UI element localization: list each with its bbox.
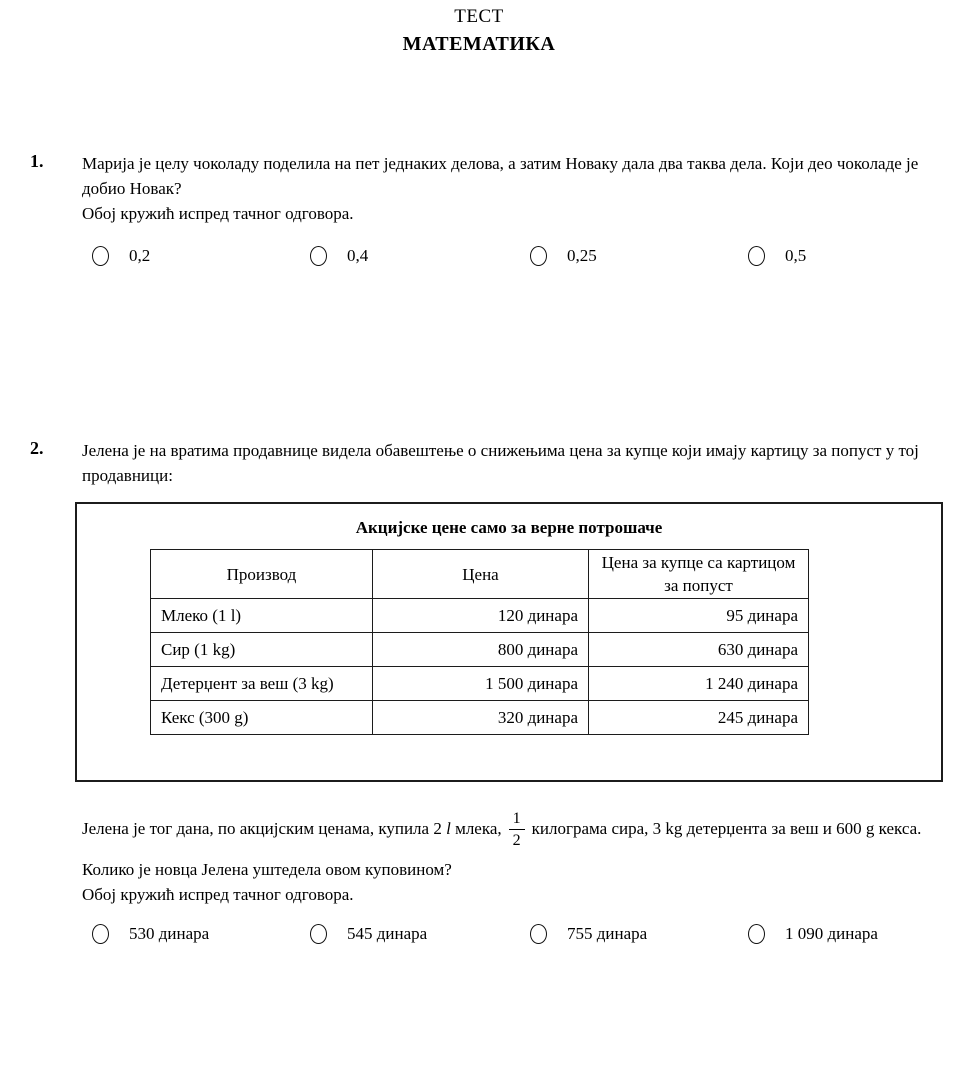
cell-price: 1 500 динара bbox=[373, 667, 589, 701]
purchase-text-part1: Јелена је тог дана, по акцијским ценама, купила 2 bbox=[82, 819, 447, 838]
table-row bbox=[151, 701, 809, 735]
radio-icon[interactable] bbox=[310, 246, 327, 266]
option-label: 0,25 bbox=[567, 246, 597, 265]
question-1-options bbox=[0, 246, 958, 272]
cell-price: 320 динара bbox=[373, 701, 589, 735]
cell-price: 800 динара bbox=[373, 633, 589, 667]
option-label: 0,5 bbox=[785, 246, 807, 265]
subject-title: МАТЕМАТИКА bbox=[402, 33, 556, 55]
purchase-sentence bbox=[82, 804, 942, 854]
answer-option[interactable] bbox=[748, 924, 878, 944]
answer-option[interactable] bbox=[530, 924, 647, 944]
question-2-subquestion-block bbox=[82, 857, 452, 907]
cell-discount-price: 245 динара bbox=[589, 701, 809, 735]
table-header-discount-price: Цена за купце са картицом за попуст bbox=[589, 550, 809, 599]
question-2-number: 2. bbox=[30, 438, 44, 458]
radio-icon[interactable] bbox=[92, 246, 109, 266]
question-1-instruction: Обој кружић испред тачног одговора. bbox=[82, 204, 354, 223]
cell-discount-price: 95 динара bbox=[589, 599, 809, 633]
fraction-denominator: 2 bbox=[512, 831, 521, 849]
question-2-subquestion: Колико је новца Јелена уштедела овом куповином? bbox=[82, 860, 452, 879]
option-label: 0,4 bbox=[347, 246, 369, 265]
cell-product: Детерџент за веш (3 kg) bbox=[151, 667, 373, 701]
answer-option[interactable] bbox=[92, 924, 209, 944]
radio-icon[interactable] bbox=[310, 924, 327, 944]
option-label: 530 динара bbox=[129, 924, 210, 943]
fraction-one-half bbox=[509, 808, 525, 851]
test-title: ТЕСТ bbox=[454, 6, 504, 27]
purchase-text-part3: килограма сира, 3 kg детерџента за веш и 600 g кекса. bbox=[531, 819, 922, 838]
table-header-row bbox=[151, 550, 809, 599]
question-1 bbox=[0, 151, 958, 265]
question-1-number: 1. bbox=[30, 151, 44, 171]
table-header-price: Цена bbox=[373, 550, 589, 599]
table-row bbox=[151, 599, 809, 633]
option-label: 0,2 bbox=[129, 246, 151, 265]
question-2-options bbox=[0, 924, 958, 950]
table-header-product: Производ bbox=[151, 550, 373, 599]
option-label: 1 090 динара bbox=[785, 924, 878, 943]
question-2 bbox=[0, 438, 958, 943]
question-2-text: Јелена је на вратима продавнице видела обавештење о снижењима цена за купце који имају картицу за попуст у тој продавници: bbox=[82, 441, 919, 485]
cell-discount-price: 1 240 динара bbox=[589, 667, 809, 701]
cell-price: 120 динара bbox=[373, 599, 589, 633]
table-row bbox=[151, 633, 809, 667]
answer-option[interactable] bbox=[530, 246, 597, 266]
option-label: 545 динара bbox=[347, 924, 428, 943]
radio-icon[interactable] bbox=[530, 246, 547, 266]
radio-icon[interactable] bbox=[748, 246, 765, 266]
answer-option[interactable] bbox=[92, 246, 150, 266]
page-header bbox=[0, 6, 958, 56]
answer-option[interactable] bbox=[310, 924, 427, 944]
radio-icon[interactable] bbox=[748, 924, 765, 944]
cell-discount-price: 630 динара bbox=[589, 633, 809, 667]
answer-option[interactable] bbox=[748, 246, 806, 266]
italic-liter-symbol: l bbox=[446, 819, 451, 838]
answer-option[interactable] bbox=[310, 246, 368, 266]
cell-product: Млеко (1 l) bbox=[151, 599, 373, 633]
fraction-numerator: 1 bbox=[509, 808, 525, 830]
notice-box bbox=[75, 502, 943, 782]
purchase-text-part2: млека, bbox=[450, 819, 502, 838]
notice-title: Акцијске цене само за верне потрошаче bbox=[355, 518, 663, 537]
question-2-instruction: Обој кружић испред тачног одговора. bbox=[82, 885, 354, 904]
option-label: 755 динара bbox=[567, 924, 648, 943]
radio-icon[interactable] bbox=[530, 924, 547, 944]
cell-product: Кекс (300 g) bbox=[151, 701, 373, 735]
cell-product: Сир (1 kg) bbox=[151, 633, 373, 667]
question-1-text: Марија је целу чоколаду поделила на пет једнаких делова, а затим Новаку дала два таква дела. Који део чоколаде је добио Новак? bbox=[82, 154, 919, 198]
radio-icon[interactable] bbox=[92, 924, 109, 944]
table-row bbox=[151, 667, 809, 701]
prices-table bbox=[150, 549, 809, 735]
